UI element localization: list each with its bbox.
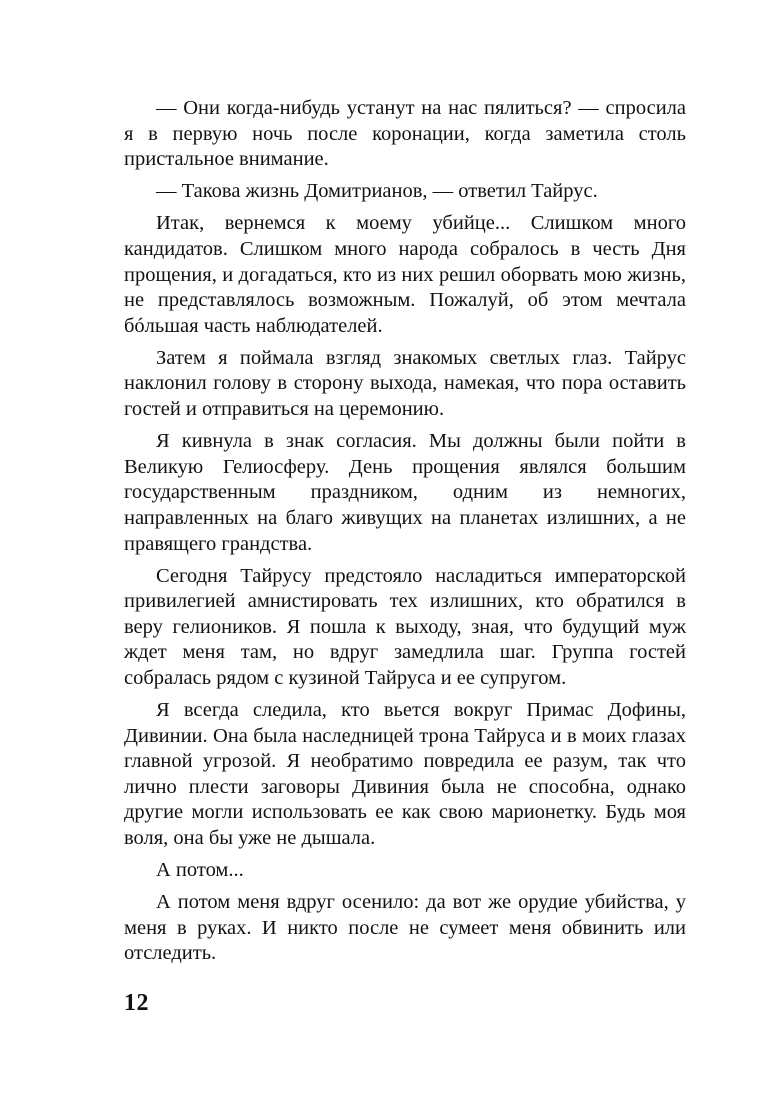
paragraph-9: А потом меня вдруг осенило: да вот же орудие убийства, у меня в руках. И никто после не сумеет меня обвинить или отследить. (124, 891, 686, 965)
paragraph-7: Я всегда следила, кто вьется вокруг Примас Дофины, Дивинии. Она была наследницей трона Тайруса и в моих глазах главной угрозой. Я необратимо повредила ее разум, так что лично плести заговоры Дивиния была не способна, однако другие могли использовать ее как свою марионетку. Будь моя воля, она бы уже не дышала. (124, 699, 686, 850)
paragraph-2: — Такова жизнь Домитрианов, — ответил Тайрус. (156, 180, 598, 203)
paragraph-8: А потом... (156, 859, 244, 882)
paragraph-3: Итак, вернемся к моему убийце... Слишком много кандидатов. Слишком много народа собралось в честь Дня прощения, и догадаться, кто из них решил оборвать мою жизнь, не представлялось возможным. Пожалуй, об этом мечтала бóльшая часть наблюдателей. (124, 212, 686, 337)
paragraph-5: Я кивнула в знак согласия. Мы должны были пойти в Великую Гелиосферу. День прощения являлся большим государственным праздником, одним из немногих, направленных на благо живущих на планетах излишних, а не правящего грандства. (124, 430, 686, 555)
paragraph-4: Затем я поймала взгляд знакомых светлых глаз. Тайрус наклонил голову в сторону выхода, намекая, что пора оставить гостей и отправиться на церемонию. (124, 346, 686, 421)
page-number: 12 (124, 990, 149, 1016)
body-text (124, 96, 686, 967)
paragraph-1: — Они когда-нибудь устанут на нас пялиться? — спросила я в первую ночь после коронации, когда заметила столь пристальное внимание. (124, 97, 686, 171)
paragraph-6: Сегодня Тайрусу предстояло насладиться императорской привилегией амнистировать тех излишних, кто обратился в веру гелиоников. Я пошла к выходу, зная, что будущий муж ждет меня там, но вдруг замедлила шаг. Группа гостей собралась рядом с кузиной Тайруса и ее супругом. (124, 564, 686, 689)
